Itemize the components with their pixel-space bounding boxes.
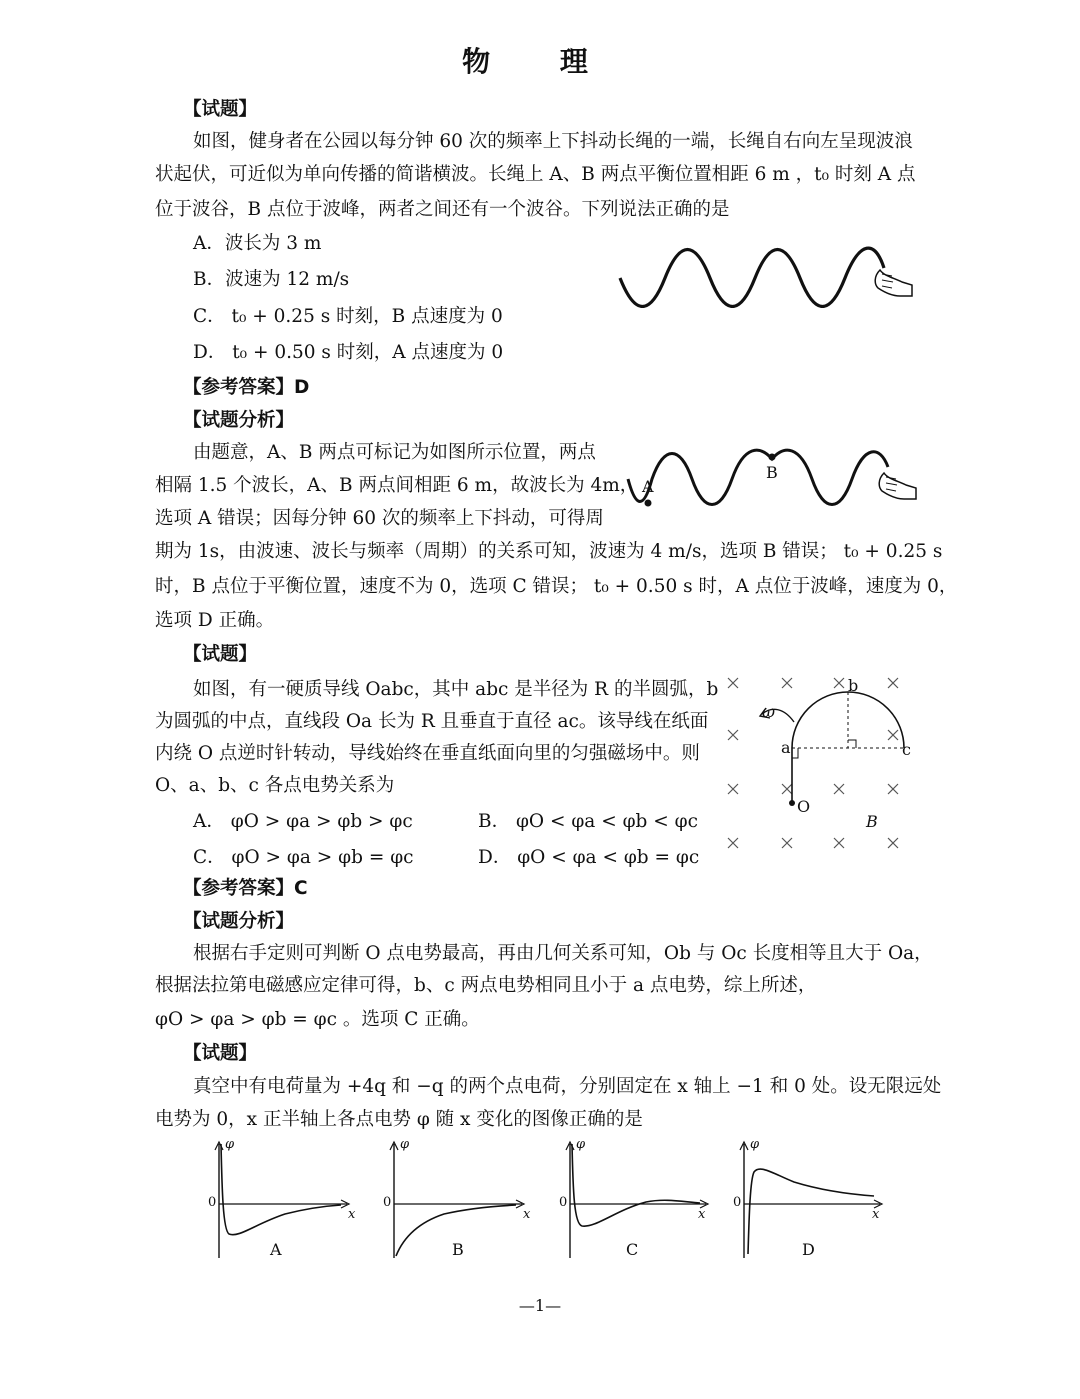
q1-line-3: 位于波谷，B 点位于波峰，两者之间还有一个波谷。下列说法正确的是: [155, 199, 730, 220]
q1-analysis-line-2: 相隔 1.5 个波长，A、B 两点间相距 6 m，故波长为 4m，: [155, 475, 639, 496]
graph-a-x-label: x: [348, 1207, 356, 1222]
graph-d-zero-label: 0: [733, 1195, 742, 1210]
q1-analysis-heading: 【试题分析】: [183, 410, 295, 431]
page-title: 物 理: [462, 45, 618, 78]
graph-b-zero-label: 0: [383, 1195, 392, 1210]
q3-line-1: 真空中有电荷量为 +4q 和 −q 的两个点电荷，分别固定在 x 轴上 −1 和 0 处。设无限远处: [193, 1076, 942, 1097]
q1-line-1: 如图，健身者在公园以每分钟 60 次的频率上下抖动长绳的一端，长绳自右向左呈现波浪: [193, 131, 913, 152]
q2-option-b: B． φO < φa < φb < φc: [478, 811, 698, 832]
point-a-marker: [645, 500, 652, 507]
q2-analysis-line-2: 根据法拉第电磁感应定律可得，b、c 两点电势相同且小于 a 点电势，综上所述，: [155, 975, 817, 996]
q2-fig-label-omega: ω: [762, 702, 776, 721]
q1-option-c: C． t₀ + 0.25 s 时刻，B 点速度为 0: [193, 306, 503, 327]
graph-b-phi-label: φ: [400, 1137, 410, 1152]
q1-analysis-line-5: 时，B 点位于平衡位置，速度不为 0，选项 C 错误； t₀ + 0.50 s 时，A 点位于波峰，速度为 0，: [155, 576, 958, 597]
q3-line-2: 电势为 0，x 正半轴上各点电势 φ 随 x 变化的图像正确的是: [155, 1109, 643, 1130]
q1-analysis-line-4: 期为 1s，由波速、波长与频率（周期）的关系可知，波速为 4 m/s，选项 B 错误； t₀ + 0.25 s: [155, 541, 943, 562]
graph-c-x-label: x: [698, 1207, 706, 1222]
q2-fig-label-b: b: [848, 676, 859, 695]
q1-option-b: B．波速为 12 m/s: [193, 269, 350, 290]
q1-analysis-wave-figure: [622, 445, 922, 525]
q2-line-2: 为圆弧的中点，直线段 Oa 长为 R 且垂直于直径 ac。该导线在纸面: [155, 711, 709, 732]
point-b-marker: [769, 454, 776, 461]
graph-b-label: B: [452, 1240, 464, 1259]
graph-d-label: D: [802, 1240, 815, 1259]
q1-fig-label-b: B: [766, 463, 778, 482]
q2-answer: 【参考答案】C: [183, 878, 308, 899]
q1-analysis-line-6: 选项 D 正确。: [155, 610, 275, 631]
q2-fig-label-field: B: [866, 812, 878, 831]
q1-option-d: D． t₀ + 0.50 s 时刻，A 点速度为 0: [193, 342, 504, 363]
q2-analysis-line-1: 根据右手定则可判断 O 点电势最高，再由几何关系可知，Ob 与 Oc 长度相等且大于 Oa，: [193, 943, 933, 964]
graph-c-label: C: [626, 1240, 639, 1259]
q2-magnetic-field-figure: [722, 672, 918, 856]
graph-c-zero-label: 0: [559, 1195, 568, 1210]
graph-b-x-label: x: [523, 1207, 531, 1222]
q2-analysis-line-3: φO > φa > φb = φc 。选项 C 正确。: [155, 1009, 480, 1030]
q2-fig-label-c: c: [902, 740, 911, 759]
q2-line-1: 如图，有一硬质导线 Oabc，其中 abc 是半径为 R 的半圆弧，b: [193, 679, 719, 700]
q2-line-3: 内绕 O 点逆时针转动，导线始终在垂直纸面向里的匀强磁场中。则: [155, 743, 700, 764]
q2-option-c: C． φO > φa > φb = φc: [193, 847, 414, 868]
graph-c-phi-label: φ: [576, 1137, 586, 1152]
page-number: —1—: [518, 1296, 562, 1315]
q2-analysis-heading: 【试题分析】: [183, 911, 295, 932]
graph-d-x-label: x: [872, 1207, 880, 1222]
graph-a-label: A: [270, 1240, 282, 1259]
q2-fig-label-o: O: [797, 797, 811, 816]
q1-option-a: A．波长为 3 m: [193, 233, 322, 254]
q1-analysis-line-1: 由题意，A、B 两点可标记为如图所示位置，两点: [193, 442, 596, 463]
q1-answer: 【参考答案】D: [183, 377, 310, 398]
q1-analysis-line-3: 选项 A 错误；因每分钟 60 次的频率上下抖动，可得周: [155, 508, 604, 529]
q2-heading: 【试题】: [183, 644, 258, 665]
q1-heading: 【试题】: [183, 99, 258, 120]
graph-a-phi-label: φ: [225, 1137, 235, 1152]
q3-heading: 【试题】: [183, 1043, 258, 1064]
q2-option-d: D． φO < φa < φb = φc: [478, 847, 700, 868]
q1-fig-label-a: A: [642, 477, 654, 496]
q1-wave-figure: [612, 238, 922, 308]
q2-option-a: A． φO > φa > φb > φc: [193, 811, 413, 832]
q2-fig-label-a: a: [781, 738, 791, 757]
q2-line-4: O、a、b、c 各点电势关系为: [155, 775, 395, 796]
graph-d-phi-label: φ: [750, 1137, 760, 1152]
q1-line-2: 状起伏，可近似为单向传播的简谐横波。长绳上 A、B 两点平衡位置相距 6 m ，t₀ 时刻 A 点: [155, 164, 916, 185]
graph-a-zero-label: 0: [208, 1195, 217, 1210]
